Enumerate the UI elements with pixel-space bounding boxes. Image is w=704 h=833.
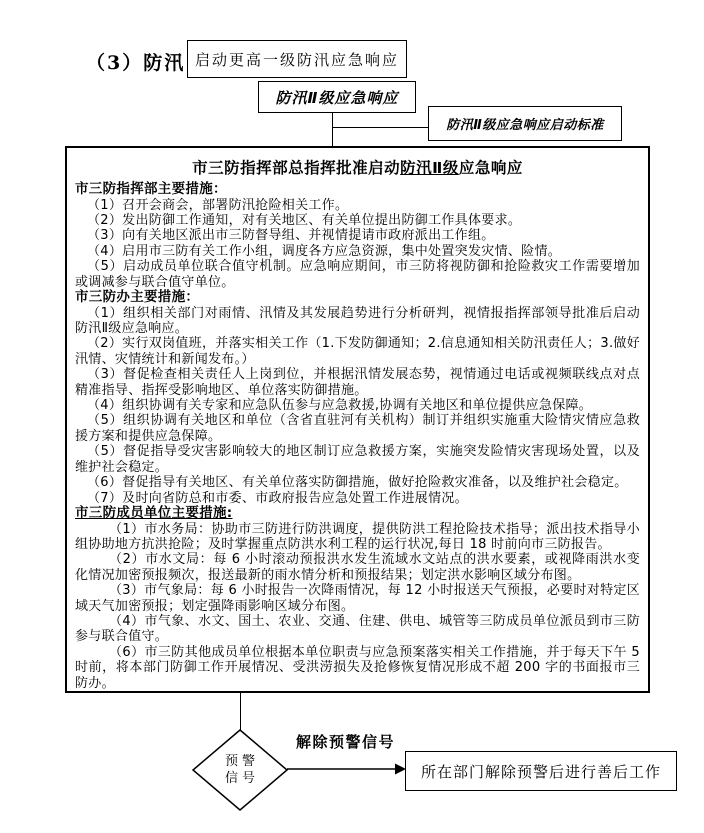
- connector-horizontal-criteria: [332, 127, 428, 128]
- arrow-label: 解除预警信号: [296, 733, 396, 751]
- measure-item: （1）召开会商会，部署防汛抢险相关工作。: [87, 197, 349, 213]
- diamond-label-line2: 信号: [224, 771, 259, 786]
- measure-item: （3）督促检查相关责任人上岗到位，并根据汛情发展态势，视情通过电话或视频联线点对点精准指导、指挥受影响地区、单位落实防御措施。: [75, 367, 640, 398]
- flow-box-higher-level-response: 启动更高一级防汛应急响应: [187, 40, 407, 78]
- result-box: 所在部门解除预警后进行善后工作: [405, 751, 677, 791]
- measure-item: （6）督促指导有关地区、有关单位落实防御措施，做好抢险救灾准备，以及维护社会稳定。: [87, 475, 628, 491]
- measure-item: （6）市三防其他成员单位根据本单位职责与应急预案落实相关工作措施，并于每天下午 5 时前，将本部门防御工作开展情况、受洪涝损失及抢修恢复情况形成不超 200 字的书面报市三防办。: [75, 644, 640, 691]
- measure-item: （4）市气象、水文、国土、农业、交通、住建、供电、城管等三防成员单位派员到市三防参与联合值守。: [75, 613, 640, 645]
- connector-vertical-top: [332, 112, 333, 146]
- main-measures-box: [65, 146, 650, 693]
- measure-item: （3）向有关地区派出市三防督导组、并视情提请市政府派出工作组。: [87, 228, 495, 244]
- measure-item: （3）市气象局：每 6 小时报告一次降雨情况，每 12 小时报送天气预报，必要时对特定区域天气加密预报；划定强降雨影响区域分布图。: [75, 583, 640, 614]
- section-heading: 市三防办主要措施：: [75, 289, 200, 306]
- page-label: （3）防汛: [86, 52, 186, 74]
- diamond-label: [192, 729, 288, 811]
- measure-item: （5）组织协调有关地区和单位（含省直驻河有关机构）制订并组织实施重大险情灾情应急救援方案和提供应急保障。: [75, 413, 640, 444]
- measure-item: （2）发出防御工作通知，对有关地区、有关单位提出防御工作具体要求。: [87, 213, 522, 228]
- section-heading: 市三防指挥部主要措施：: [75, 181, 227, 197]
- main-box-sections: [75, 182, 640, 691]
- section-heading: 市三防成员单位主要措施:: [75, 504, 233, 521]
- measure-item: （5）督促指导受灾害影响较大的地区制订应急救援方案，实施突发险情灾害现场处置，以及维护社会稳定。: [75, 444, 640, 475]
- measure-item: （1）组织相关部门对雨情、汛情及其发展趋势进行分析研判，视情报指挥部领导批准后启动防汛Ⅱ级应急响应。: [75, 305, 640, 337]
- connector-vertical-bottom: [240, 693, 241, 730]
- main-box-title: [75, 156, 640, 178]
- measure-item: （5）启动成员单位联合值守机制。应急响应期间，市三防将视防御和抢险救灾工作需要增加或调减参与联合值守单位。: [75, 259, 640, 290]
- diamond-label-line1: 预警: [224, 754, 259, 769]
- title-post: 应急响应: [458, 159, 523, 177]
- measure-item: （7）及时向省防总和市委、市政府报告应急处置工作进展情况。: [87, 490, 468, 506]
- flow-box-level2-response: 防汛Ⅱ级应急响应: [258, 81, 416, 113]
- measure-item: （4）组织协调有关专家和应急队伍参与应急救援,协调有关地区和单位提供应急保障。: [87, 398, 593, 414]
- measure-item: （2）实行双岗值班，并落实相关工作（1.下发防御通知；2.信息通知相关防汛责任人；3.做好汛情、灾情统计和新闻发布。）: [75, 336, 640, 367]
- title-pre: 市三防指挥部总指挥批准启动: [192, 159, 401, 177]
- measure-item: （4）启用市三防有关工作小组，调度各方应急资源，集中处置突发灾情、险情。: [87, 243, 562, 259]
- measure-item: （1）市水务局：协助市三防进行防洪调度，提供防洪工程抢险技术指导；派出技术指导小组协助地方抗洪抢险；及时掌握重点防洪水利工程的运行状况,每日 18 时前向市三防报告。: [75, 521, 640, 552]
- measure-item: （2）市水文局：每 6 小时滚动预报洪水发生流域水文站点的洪水要素，或视降雨洪水变化情况加密预报频次，报送最新的雨水情分析和预报结果；划定洪水影响区域分布图。: [75, 552, 640, 583]
- title-underlined: 防汛Ⅱ级: [400, 159, 459, 177]
- arrow-right-icon: [287, 760, 407, 778]
- flow-box-start-criteria: 防汛Ⅱ级应急响应启动标准: [428, 106, 622, 141]
